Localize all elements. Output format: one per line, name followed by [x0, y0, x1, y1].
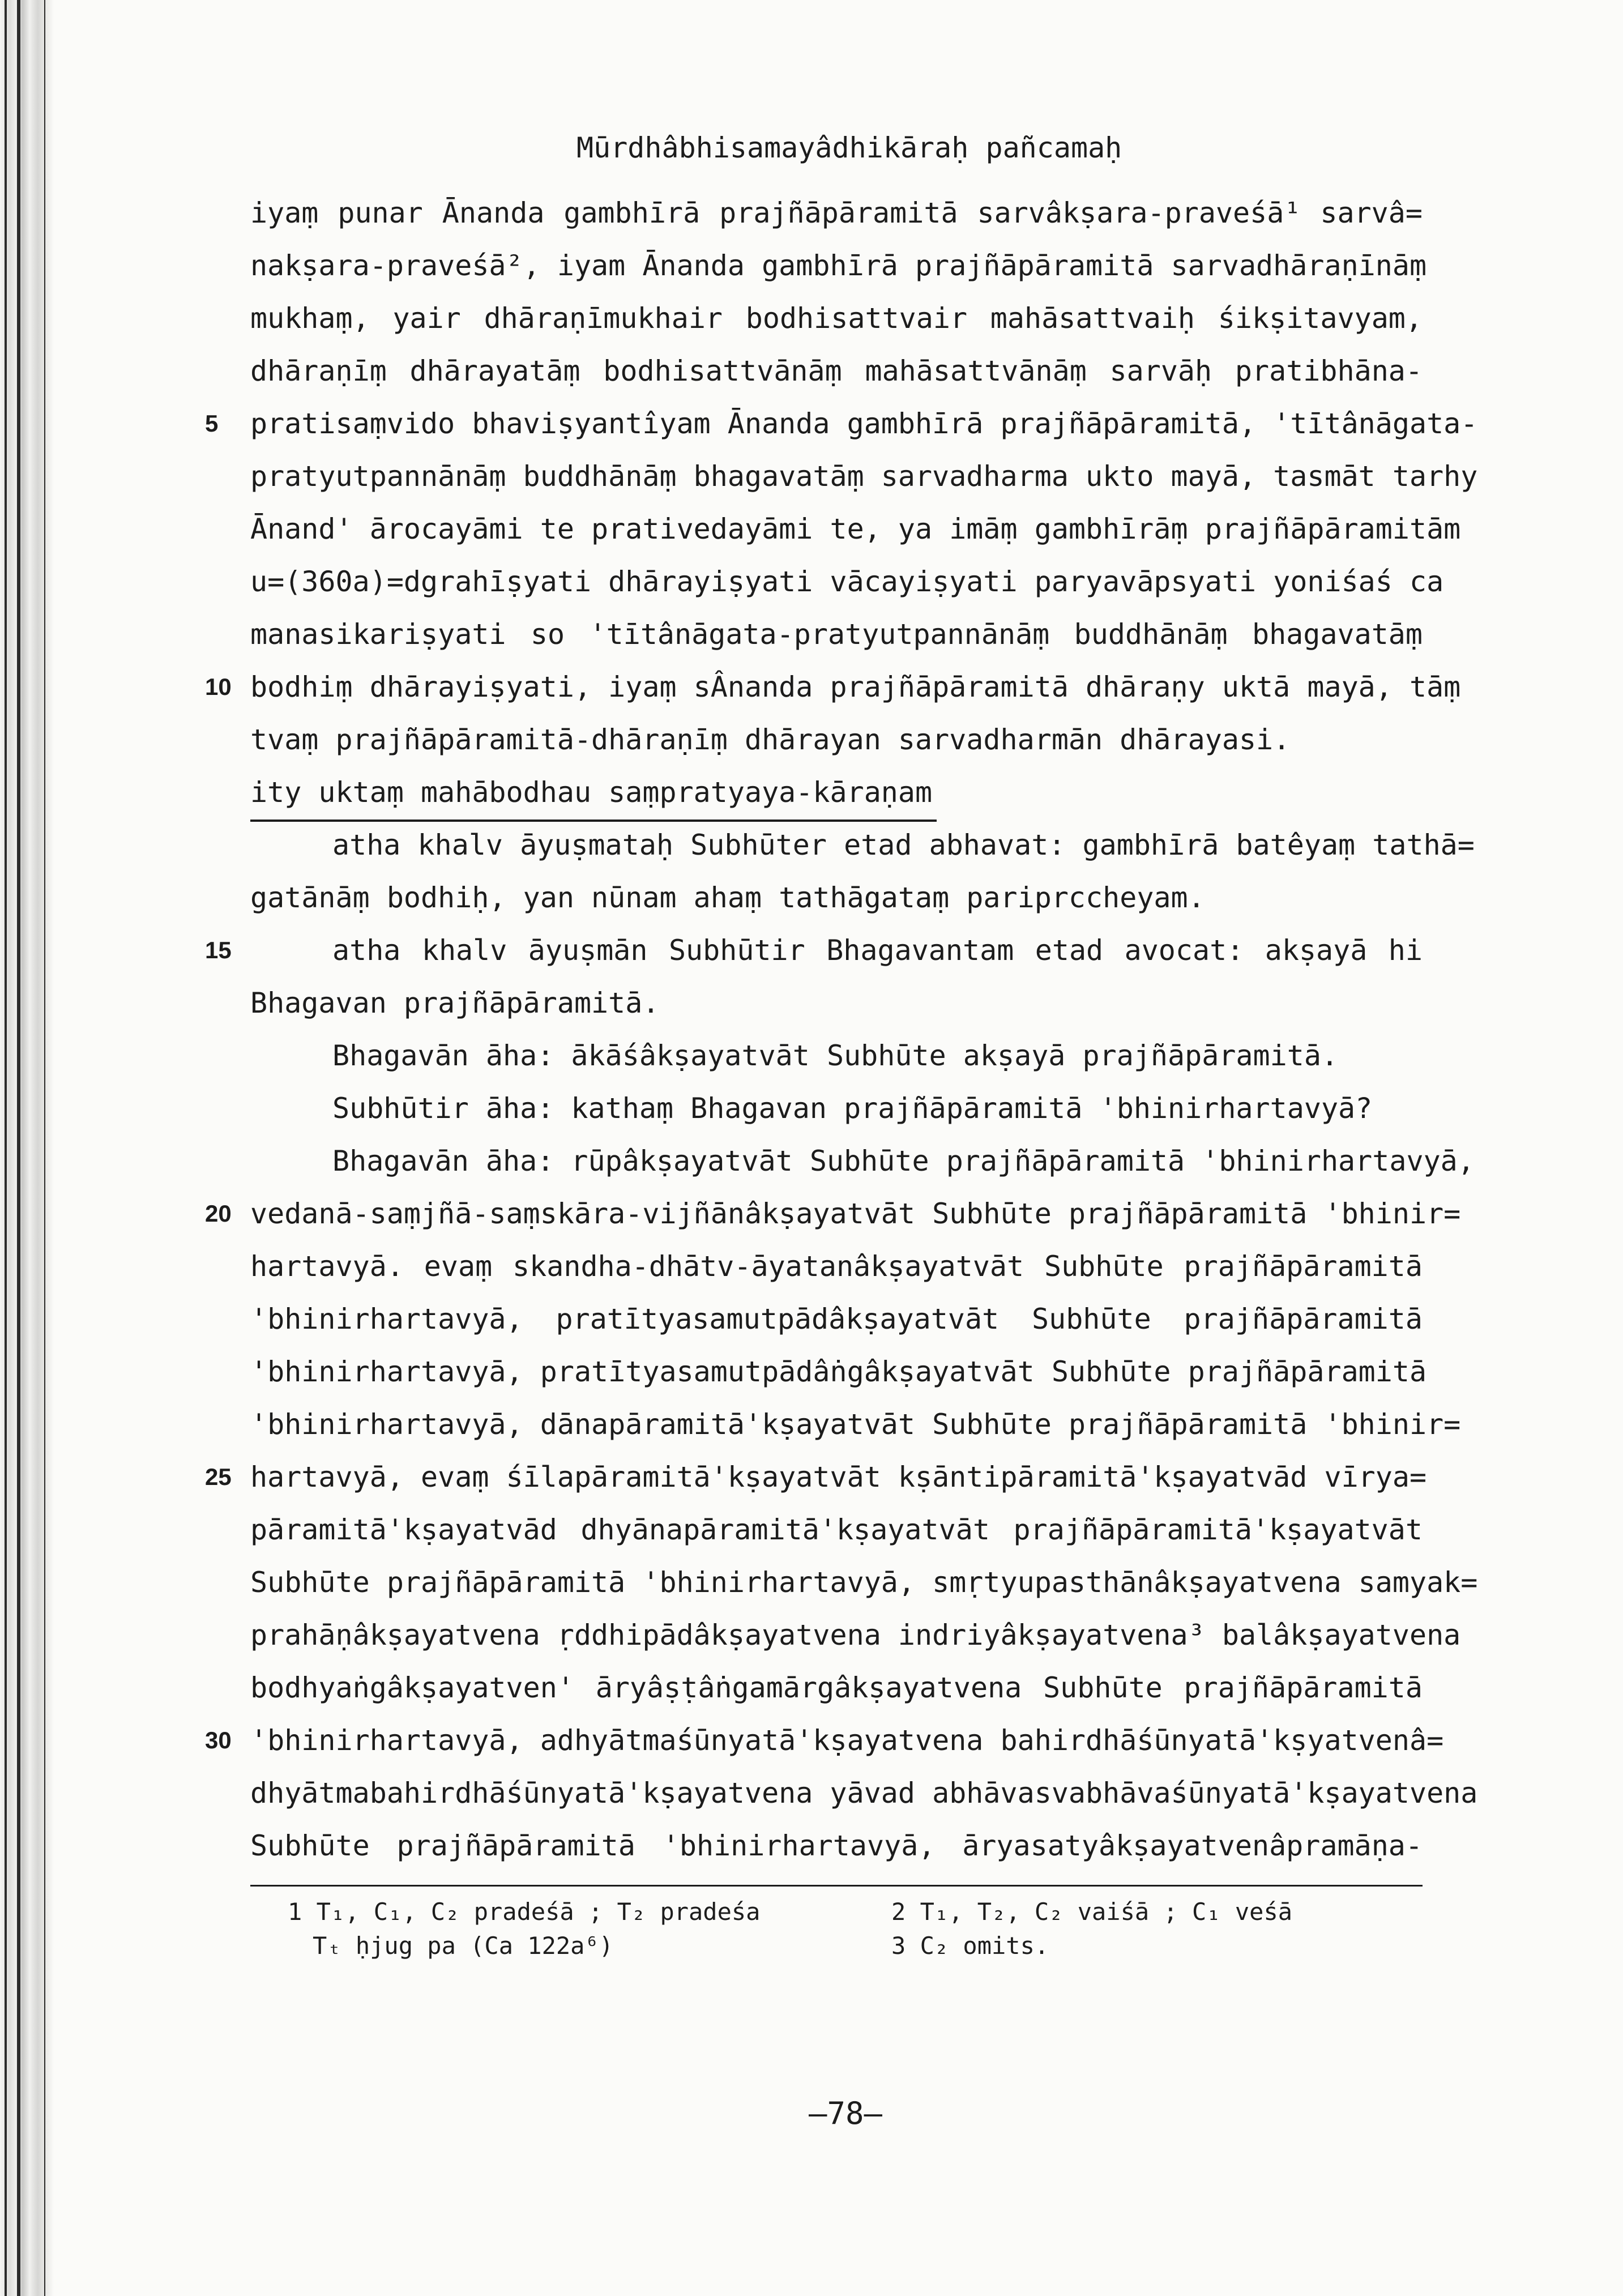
line-number: 30	[205, 1727, 232, 1753]
text-line: gatānāṃ bodhiḥ, yan nūnam ahaṃ tathāgataṃ pariprccheyam.	[250, 881, 1205, 914]
text-line: pratisaṃvido bhaviṣyantîyam Ānanda gambhīrā prajñāpāramitā, 'tītânāgata-	[250, 407, 1478, 440]
page-number: —78—	[809, 2096, 883, 2131]
running-head: Mūrdhâbhisamayâdhikāraḥ pañcamaḥ	[576, 131, 1122, 164]
text-line: 'bhinirhartavyā, dānapāramitā'kṣayatvāt Subhūte prajñāpāramitā 'bhinir=	[250, 1408, 1461, 1441]
text-line: prahāṇâkṣayatvena ṛddhipādâkṣayatvena indriyâkṣayatvena³ balâkṣayatvena	[250, 1619, 1461, 1651]
text-line: manasikariṣyati so 'tītânāgata-pratyutpannānāṃ buddhānāṃ bhagavatāṃ	[250, 618, 1423, 651]
text-line: Subhūte prajñāpāramitā 'bhinirhartavyā, āryasatyâkṣayatvenâpramāṇa-	[250, 1829, 1423, 1862]
text-line: bodhyaṅgâkṣayatven' āryâṣṭâṅgamārgâkṣayatvena Subhūte prajñāpāramitā	[250, 1671, 1423, 1704]
text-line: 'bhinirhartavyā, pratītyasamutpādâṅgâkṣayatvāt Subhūte prajñāpāramitā	[250, 1355, 1427, 1388]
line-number: 15	[205, 937, 232, 963]
text-line: mukhaṃ, yair dhāraṇīmukhair bodhisattvair mahāsattvaiḥ śikṣitavyam,	[250, 302, 1423, 335]
line-number: 20	[205, 1200, 232, 1227]
text-line: Ānand' ārocayāmi te prativedayāmi te, ya imāṃ gambhīrāṃ prajñāpāramitām	[250, 513, 1461, 545]
text-line: Bhagavān āha: ākāśâkṣayatvāt Subhūte akṣayā prajñāpāramitā.	[332, 1039, 1339, 1072]
binding-edge-line	[5, 0, 7, 2296]
binding-edge-line	[44, 0, 45, 2296]
text-line: nakṣara-praveśā², iyam Ānanda gambhīrā prajñāpāramitā sarvadhāraṇīnāṃ	[250, 249, 1427, 282]
text-line: hartavyā, evaṃ śīlapāramitā'kṣayatvāt kṣāntipāramitā'kṣayatvād vīrya=	[250, 1461, 1427, 1493]
text-line: pratyutpannānāṃ buddhānāṃ bhagavatāṃ sarvadharma ukto mayā, tasmāt tarhy	[250, 460, 1478, 493]
footnote-rule	[250, 1885, 1423, 1887]
text-line: atha khalv āyuṣmataḥ Subhūter etad abhavat: gambhīrā batêyaṃ tathā=	[332, 829, 1475, 861]
text-line: bodhiṃ dhārayiṣyati, iyaṃ sÂnanda prajñāpāramitā dhāraṇy uktā mayā, tāṃ	[250, 671, 1461, 703]
line-number: 5	[205, 410, 219, 437]
text-line: Subhūte prajñāpāramitā 'bhinirhartavyā, smṛtyupasthānâkṣayatvena samyak=	[250, 1566, 1478, 1599]
text-line: 'bhinirhartavyā, adhyātmaśūnyatā'kṣayatvena bahirdhāśūnyatā'kṣyatvenâ=	[250, 1724, 1444, 1757]
text-line: pāramitā'kṣayatvād dhyānapāramitā'kṣayatvāt prajñāpāramitā'kṣayatvāt	[250, 1513, 1423, 1546]
text-line: hartavyā. evaṃ skandha-dhātv-āyatanâkṣayatvāt Subhūte prajñāpāramitā	[250, 1250, 1423, 1283]
text-line: u=(360a)=dgrahīṣyati dhārayiṣyati vācayiṣyati paryavāpsyati yoniśaś ca	[250, 565, 1444, 598]
binding-edge-line	[17, 0, 20, 2296]
text-line: dhyātmabahirdhāśūnyatā'kṣayatvena yāvad abhāvasvabhāvaśūnyatā'kṣayatvena	[250, 1777, 1478, 1810]
text-line: tvaṃ prajñāpāramitā-dhāraṇīṃ dhārayan sarvadharmān dhārayasi.	[250, 723, 1291, 756]
line-number: 10	[205, 673, 232, 700]
text-line: vedanā-saṃjñā-saṃskāra-vijñānâkṣayatvāt Subhūte prajñāpāramitā 'bhinir=	[250, 1197, 1461, 1230]
text-line: iyaṃ punar Ānanda gambhīrā prajñāpāramitā sarvâkṣara-praveśā¹ sarvâ=	[250, 197, 1423, 229]
line-number: 25	[205, 1463, 232, 1490]
text-line: atha khalv āyuṣmān Subhūtir Bhagavantam etad avocat: akṣayā hi	[332, 934, 1423, 967]
text-line: Subhūtir āha: kathaṃ Bhagavan prajñāpāramitā 'bhinirhartavyā?	[332, 1092, 1373, 1125]
text-line: ity uktaṃ mahābodhau saṃpratyaya-kāraṇam	[250, 776, 933, 809]
text-line: Bhagavan prajñāpāramitā.	[250, 987, 660, 1019]
footnote-1-line-1: 1 T₁, C₁, C₂ pradeśā ; T₂ pradeśa	[288, 1898, 761, 1926]
binding-shadow	[0, 0, 54, 2296]
section-underline	[250, 820, 937, 822]
text-line: 'bhinirhartavyā, pratītyasamutpādâkṣayatvāt Subhūte prajñāpāramitā	[250, 1303, 1423, 1335]
text-line: Bhagavān āha: rūpâkṣayatvāt Subhūte prajñāpāramitā 'bhinirhartavyā,	[332, 1145, 1475, 1177]
footnote-1-line-2: Tₜ ḥjug pa (Ca 122a⁶)	[313, 1932, 614, 1960]
text-line: dhāraṇīṃ dhārayatāṃ bodhisattvānāṃ mahāsattvānāṃ sarvāḥ pratibhāna-	[250, 355, 1423, 387]
footnote-3: 3 C₂ omits.	[891, 1932, 1049, 1960]
footnote-2: 2 T₁, T₂, C₂ vaiśā ; C₁ veśā	[891, 1898, 1293, 1926]
